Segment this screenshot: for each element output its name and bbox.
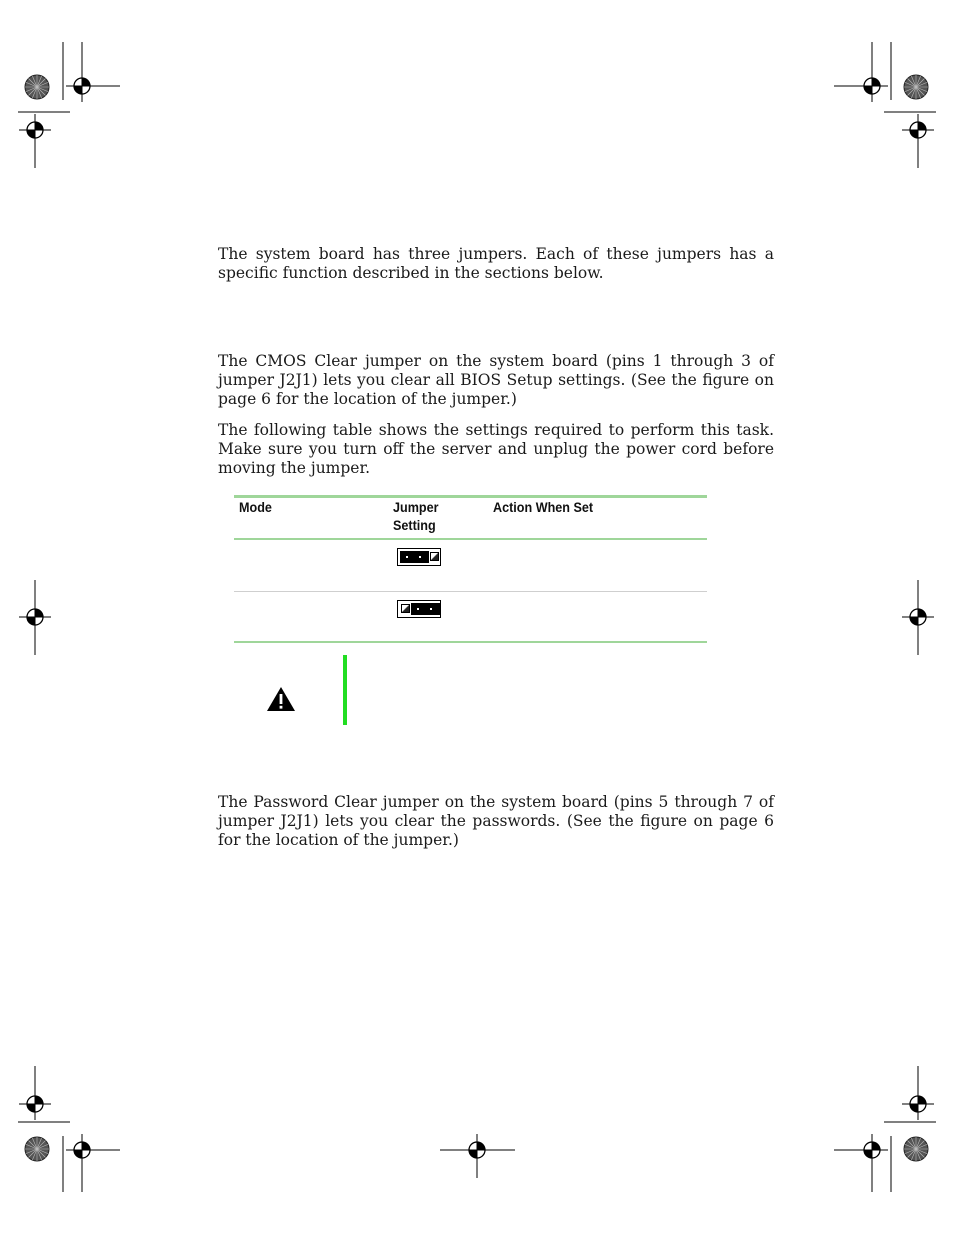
intro-paragraph: The system board has three jumpers. Each of these jumpers has a specific function described in the sections below.: [218, 245, 774, 282]
column-header-jumper-line2: Setting: [393, 517, 436, 533]
header-rule: [234, 538, 707, 540]
column-header-jumper-setting: [393, 498, 439, 534]
column-header-action: Action When Set: [493, 499, 594, 515]
row-divider: [234, 591, 707, 592]
table-bottom-rule: [234, 641, 707, 643]
cmos-clear-paragraph: The CMOS Clear jumper on the system board (pins 1 through 3 of jumper J2J1) lets you clear all BIOS Setup settings. (See the figure on page 6 for the location of the jumper.): [218, 352, 774, 408]
cmos-table-intro-paragraph: The following table shows the settings required to perform this task. Make sure you turn off the server and unplug the power cord before moving the jumper.: [218, 421, 774, 477]
table-top-rule: [234, 495, 707, 498]
password-clear-paragraph: The Password Clear jumper on the system board (pins 5 through 7 of jumper J2J1) lets you clear the passwords. (See the figure on page 6 for the location of the jumper.): [218, 793, 774, 849]
warning-triangle-icon: [266, 686, 296, 712]
column-header-jumper-line1: Jumper: [393, 499, 439, 515]
column-header-mode: Mode: [239, 499, 272, 515]
jumper-diagram-pins-1-2: [397, 548, 441, 566]
jumper-diagram-pins-2-3: [397, 600, 441, 618]
warning-bar: [343, 655, 347, 725]
